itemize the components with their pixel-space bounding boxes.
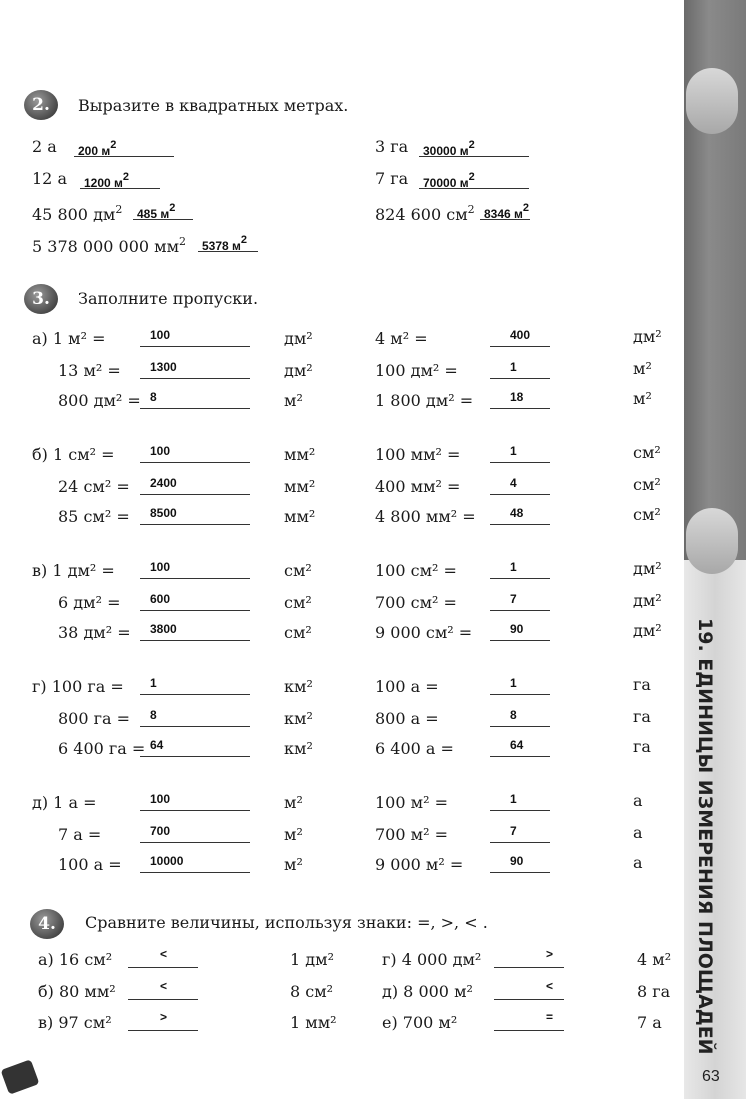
task2-answer-right: 8346 м2: [484, 202, 530, 221]
task3-right-line: [490, 842, 550, 843]
task3-left-line: [140, 524, 250, 525]
task3-left-line: [140, 726, 250, 727]
task3-left-line: [140, 494, 250, 495]
task3-left-expr: 7 а =: [58, 825, 102, 844]
task3-right-unit: м²: [633, 359, 652, 378]
task3-left-expr: д) 1 а =: [32, 793, 97, 812]
task3-right-unit: см²: [633, 475, 661, 494]
task4-right-line: [494, 967, 564, 968]
superscript: 2: [522, 202, 530, 214]
task4-left-line: [128, 999, 198, 1000]
task3-left-unit: дм²: [284, 361, 313, 380]
task2-answer-line: [74, 156, 174, 157]
task2-question-right: 3 га: [375, 137, 409, 156]
task3-left-unit: дм²: [284, 329, 313, 348]
superscript: 2: [468, 171, 475, 183]
task3-left-expr: 800 дм² =: [58, 391, 141, 410]
task2-answer-line-right: [480, 219, 530, 220]
task3-right-line: [490, 872, 550, 873]
page-number: 63: [702, 1068, 720, 1085]
task2-answer: 1200 м2: [84, 171, 130, 190]
task3-left-line: [140, 610, 250, 611]
task3-left-unit: мм²: [284, 507, 316, 526]
task3-right-line: [490, 640, 550, 641]
task3-right-expr: 4 800 мм² =: [375, 507, 476, 526]
task4-right-expr: д) 8 000 м²: [382, 982, 473, 1001]
task4-left-sign: >: [160, 1010, 168, 1024]
task3-right-answer: 90: [510, 854, 524, 868]
task3-right-expr: 9 000 м² =: [375, 855, 464, 874]
task3-right-line: [490, 408, 550, 409]
task3-right-expr: 6 400 а =: [375, 739, 454, 758]
task2-answer-line-right: [419, 188, 529, 189]
task3-left-expr: г) 100 га =: [32, 677, 124, 696]
task3-right-answer: 64: [510, 738, 524, 752]
task3-right-expr: 700 см² =: [375, 593, 457, 612]
task3-badge: 3.: [24, 284, 58, 314]
task2-question-right: 824 600 $см^2$: [375, 203, 475, 224]
task3-left-answer: 1: [150, 676, 157, 690]
task2-answer-right: 30000 м2: [423, 139, 475, 158]
task3-right-answer: 90: [510, 622, 524, 636]
task3-left-unit: см²: [284, 593, 312, 612]
task3-right-line: [490, 378, 550, 379]
task3-right-line: [490, 578, 550, 579]
task2-question: 5 378 000 000 $мм^2$: [32, 235, 187, 256]
task3-left-line: [140, 640, 250, 641]
task3-right-answer: 1: [510, 792, 517, 806]
task4-left-expr: б) 80 мм²: [38, 982, 116, 1001]
task3-right-expr: 100 см² =: [375, 561, 457, 580]
task3-title: Заполните пропуски.: [78, 289, 259, 308]
task3-right-unit: м²: [633, 389, 652, 408]
task3-left-line: [140, 346, 250, 347]
task3-right-unit: см²: [633, 443, 661, 462]
task3-right-line: [490, 726, 550, 727]
task3-left-expr: 38 дм² =: [58, 623, 131, 642]
task4-right-expr: г) 4 000 дм²: [382, 950, 482, 969]
task3-right-line: [490, 756, 550, 757]
task3-left-answer: 100: [150, 328, 171, 342]
task3-right-answer: 8: [510, 708, 517, 722]
task2-question: 12 а: [32, 169, 67, 188]
task3-left-expr: 85 см² =: [58, 507, 130, 526]
task3-right-unit: а: [633, 823, 643, 842]
task3-right-line: [490, 462, 550, 463]
task4-left-expr: в) 97 см²: [38, 1013, 112, 1032]
task4-right-sign: >: [546, 947, 554, 961]
task3-right-unit: дм²: [633, 591, 662, 610]
task3-right-answer: 1: [510, 676, 517, 690]
task3-right-expr: 9 000 см² =: [375, 623, 473, 642]
task3-right-unit: см²: [633, 505, 661, 524]
task2-question: 45 800 $дм^2$: [32, 203, 123, 224]
task2-answer: 485 м2: [137, 202, 176, 221]
task3-left-answer: 100: [150, 560, 171, 574]
task4-right-line: [494, 999, 564, 1000]
task3-left-unit: см²: [284, 561, 312, 580]
superscript: 2: [169, 202, 176, 214]
task4-right-compare: 4 м²: [637, 950, 672, 969]
task2-question-right: 7 га: [375, 169, 409, 188]
task4-left-sign: <: [160, 947, 168, 961]
task3-left-line: [140, 408, 250, 409]
task3-left-line: [140, 578, 250, 579]
task3-left-line: [140, 842, 250, 843]
task3-right-answer: 1: [510, 560, 517, 574]
task4-right-sign: =: [546, 1010, 554, 1024]
task3-left-expr: 100 а =: [58, 855, 122, 874]
task3-left-unit: км²: [284, 709, 313, 728]
task4-right-line: [494, 1030, 564, 1031]
superscript: 2: [122, 171, 130, 183]
task4-left-compare: 1 дм²: [290, 950, 334, 969]
task2-answer-line: [198, 251, 258, 252]
task2-answer-line: [133, 219, 193, 220]
task4-left-expr: а) 16 см²: [38, 950, 113, 969]
task4-right-sign: <: [546, 979, 554, 993]
superscript: 2: [110, 139, 117, 151]
task4-badge: 4.: [30, 909, 64, 939]
task3-right-answer: 1: [510, 360, 517, 374]
superscript: 2: [468, 139, 475, 151]
task3-left-expr: 6 400 га =: [58, 739, 146, 758]
superscript: 2: [240, 234, 248, 246]
task4-left-compare: 8 см²: [290, 982, 334, 1001]
superscript: 2: [115, 203, 123, 216]
task3-right-line: [490, 346, 550, 347]
task3-left-expr: 800 га =: [58, 709, 131, 728]
task3-left-line: [140, 462, 250, 463]
task3-right-answer: 400: [510, 328, 531, 342]
task2-answer-line-right: [419, 156, 529, 157]
task3-right-expr: 800 а =: [375, 709, 439, 728]
task3-left-answer: 600: [150, 592, 171, 606]
task3-left-unit: м²: [284, 391, 303, 410]
task3-left-answer: 64: [150, 738, 164, 752]
task3-right-answer: 7: [510, 592, 517, 606]
chapter-title: 19. ЕДИНИЦЫ ИЗМЕРЕНИЯ ПЛОЩАДЕЙ: [694, 618, 716, 1055]
task3-left-unit: мм²: [284, 445, 316, 464]
task3-right-line: [490, 524, 550, 525]
chapter-tab-top: [686, 68, 738, 134]
task3-right-unit: а: [633, 853, 643, 872]
task3-right-answer: 7: [510, 824, 517, 838]
task3-left-answer: 10000: [150, 854, 184, 868]
task3-left-unit: м²: [284, 855, 303, 874]
task3-right-line: [490, 610, 550, 611]
task3-left-line: [140, 810, 250, 811]
task4-left-line: [128, 1030, 198, 1031]
task3-left-unit: мм²: [284, 477, 316, 496]
task3-right-expr: 1 800 дм² =: [375, 391, 474, 410]
task3-left-unit: см²: [284, 623, 312, 642]
publisher-logo: [1, 1059, 40, 1094]
task3-right-unit: дм²: [633, 559, 662, 578]
task2-title: Выразите в квадратных метрах.: [78, 96, 349, 115]
task3-left-line: [140, 872, 250, 873]
task3-right-expr: 400 мм² =: [375, 477, 461, 496]
task3-right-line: [490, 810, 550, 811]
task3-right-unit: га: [633, 737, 651, 756]
task4-right-expr: е) 700 м²: [382, 1013, 458, 1032]
task3-right-expr: 100 мм² =: [375, 445, 461, 464]
task3-right-unit: дм²: [633, 621, 662, 640]
task3-right-answer: 4: [510, 476, 517, 490]
task3-right-expr: 100 а =: [375, 677, 439, 696]
task2-badge: 2.: [24, 90, 58, 120]
task3-left-answer: 100: [150, 792, 171, 806]
task3-right-line: [490, 494, 550, 495]
task4-right-compare: 7 а: [637, 1013, 662, 1032]
task3-left-answer: 3800: [150, 622, 177, 636]
task3-right-answer: 48: [510, 506, 524, 520]
superscript: 2: [467, 203, 475, 216]
chapter-tab-bottom: [686, 508, 738, 574]
task3-left-unit: м²: [284, 825, 303, 844]
task3-left-line: [140, 378, 250, 379]
task3-left-line: [140, 756, 250, 757]
task3-left-unit: км²: [284, 739, 313, 758]
task3-right-answer: 1: [510, 444, 517, 458]
superscript: 2: [179, 235, 187, 248]
task3-right-expr: 700 м² =: [375, 825, 448, 844]
task2-answer: 200 м2: [78, 139, 117, 158]
task3-left-line: [140, 694, 250, 695]
task3-left-expr: б) 1 см² =: [32, 445, 115, 464]
task3-right-unit: га: [633, 707, 651, 726]
task2-answer-right: 70000 м2: [423, 171, 475, 190]
task3-left-answer: 1300: [150, 360, 177, 374]
task3-right-expr: 100 дм² =: [375, 361, 458, 380]
task3-left-answer: 8: [150, 390, 157, 404]
task4-left-compare: 1 мм²: [290, 1013, 337, 1032]
task4-right-compare: 8 га: [637, 982, 671, 1001]
task3-left-unit: м²: [284, 793, 303, 812]
task3-left-answer: 100: [150, 444, 171, 458]
task3-right-unit: дм²: [633, 327, 662, 346]
task3-right-answer: 18: [510, 390, 524, 404]
task4-left-line: [128, 967, 198, 968]
task3-left-expr: а) 1 м² =: [32, 329, 106, 348]
task4-left-sign: <: [160, 979, 168, 993]
task2-question: 2 а: [32, 137, 57, 156]
task4-title: Сравните величины, используя знаки: =, >, < .: [85, 913, 488, 932]
task3-left-answer: 2400: [150, 476, 177, 490]
task3-left-answer: 8500: [150, 506, 177, 520]
task3-right-unit: га: [633, 675, 651, 694]
task3-left-expr: 6 дм² =: [58, 593, 121, 612]
task3-left-answer: 8: [150, 708, 157, 722]
task2-answer-line: [80, 188, 160, 189]
task3-right-expr: 100 м² =: [375, 793, 448, 812]
task3-left-expr: 24 см² =: [58, 477, 130, 496]
task3-right-line: [490, 694, 550, 695]
task3-right-unit: а: [633, 791, 643, 810]
task3-left-expr: в) 1 дм² =: [32, 561, 115, 580]
task3-left-answer: 700: [150, 824, 171, 838]
task3-left-unit: км²: [284, 677, 313, 696]
task3-right-expr: 4 м² =: [375, 329, 428, 348]
task2-answer: 5378 м2: [202, 234, 248, 253]
task3-left-expr: 13 м² =: [58, 361, 121, 380]
